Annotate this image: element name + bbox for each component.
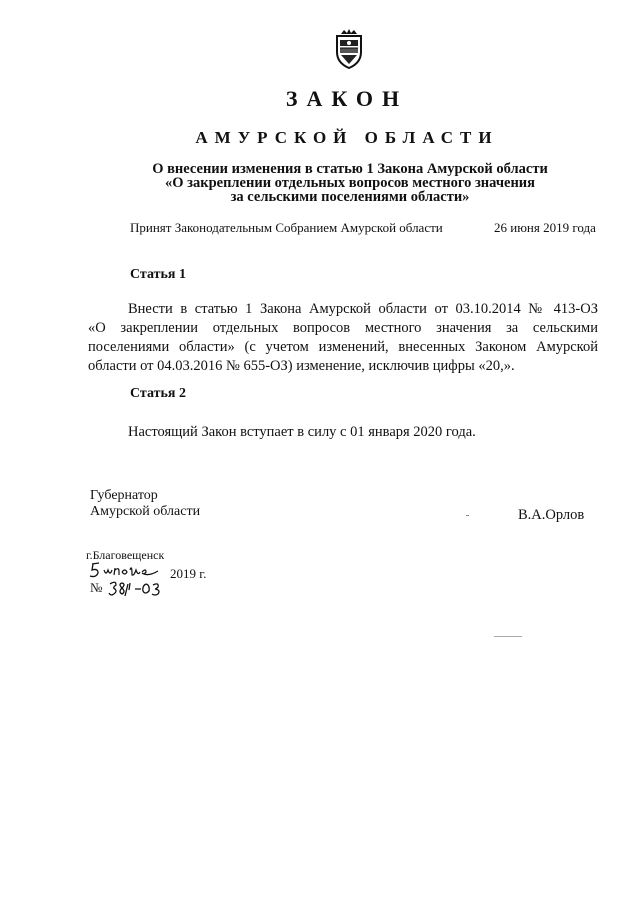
article-1-heading: Статья 1 — [130, 267, 186, 282]
document-subtitle: АМУРСКОЙ ОБЛАСТИ — [195, 128, 499, 147]
law-heading-line: «О закреплении отдельных вопросов местного значения — [164, 175, 535, 191]
signatory-position-line: Губернатор — [90, 488, 158, 503]
document-title: ЗАКОН — [285, 86, 409, 111]
adopted-date: 26 июня 2019 года — [494, 220, 596, 235]
signatory-position — [90, 488, 200, 520]
law-heading — [110, 162, 590, 204]
signatory-name: В.А.Орлов — [518, 507, 585, 523]
law-number — [90, 580, 102, 596]
coat-of-arms-emblem — [328, 28, 370, 70]
article-1-line: Внести в статью 1 Закона Амурской области от 03.10.2014 № 413-ОЗ — [128, 301, 598, 317]
signatory-position-line: Амурской области — [90, 504, 201, 519]
article-1-line: поселениями области» (с учетом изменений, внесенных Законом Амурской — [88, 339, 598, 355]
law-heading-line: О внесении изменения в статью 1 Закона Амурской области — [152, 161, 548, 177]
signing-year: 2019 г. — [170, 566, 207, 581]
law-number-prefix: № — [90, 580, 103, 595]
law-heading-line: за сельскими поселениями области» — [230, 189, 470, 205]
article-1-line: области от 04.03.2016 № 655-ОЗ) изменение, исключив цифры «20,». — [88, 358, 515, 374]
adopted-text: Принят Законодательным Собранием Амурской области — [130, 220, 443, 235]
signing-place: г.Благовещенск — [86, 548, 165, 562]
article-2-heading: Статья 2 — [130, 386, 186, 401]
article-2-text: Настоящий Закон вступает в силу с 01 января 2020 года. — [128, 424, 476, 440]
scan-mark — [466, 515, 469, 516]
article-1-text — [88, 300, 598, 376]
scan-mark — [494, 636, 522, 637]
article-1-line: «О закреплении отдельных вопросов местного значения за сельскими — [88, 320, 598, 336]
handwritten-number-signature — [108, 578, 168, 600]
